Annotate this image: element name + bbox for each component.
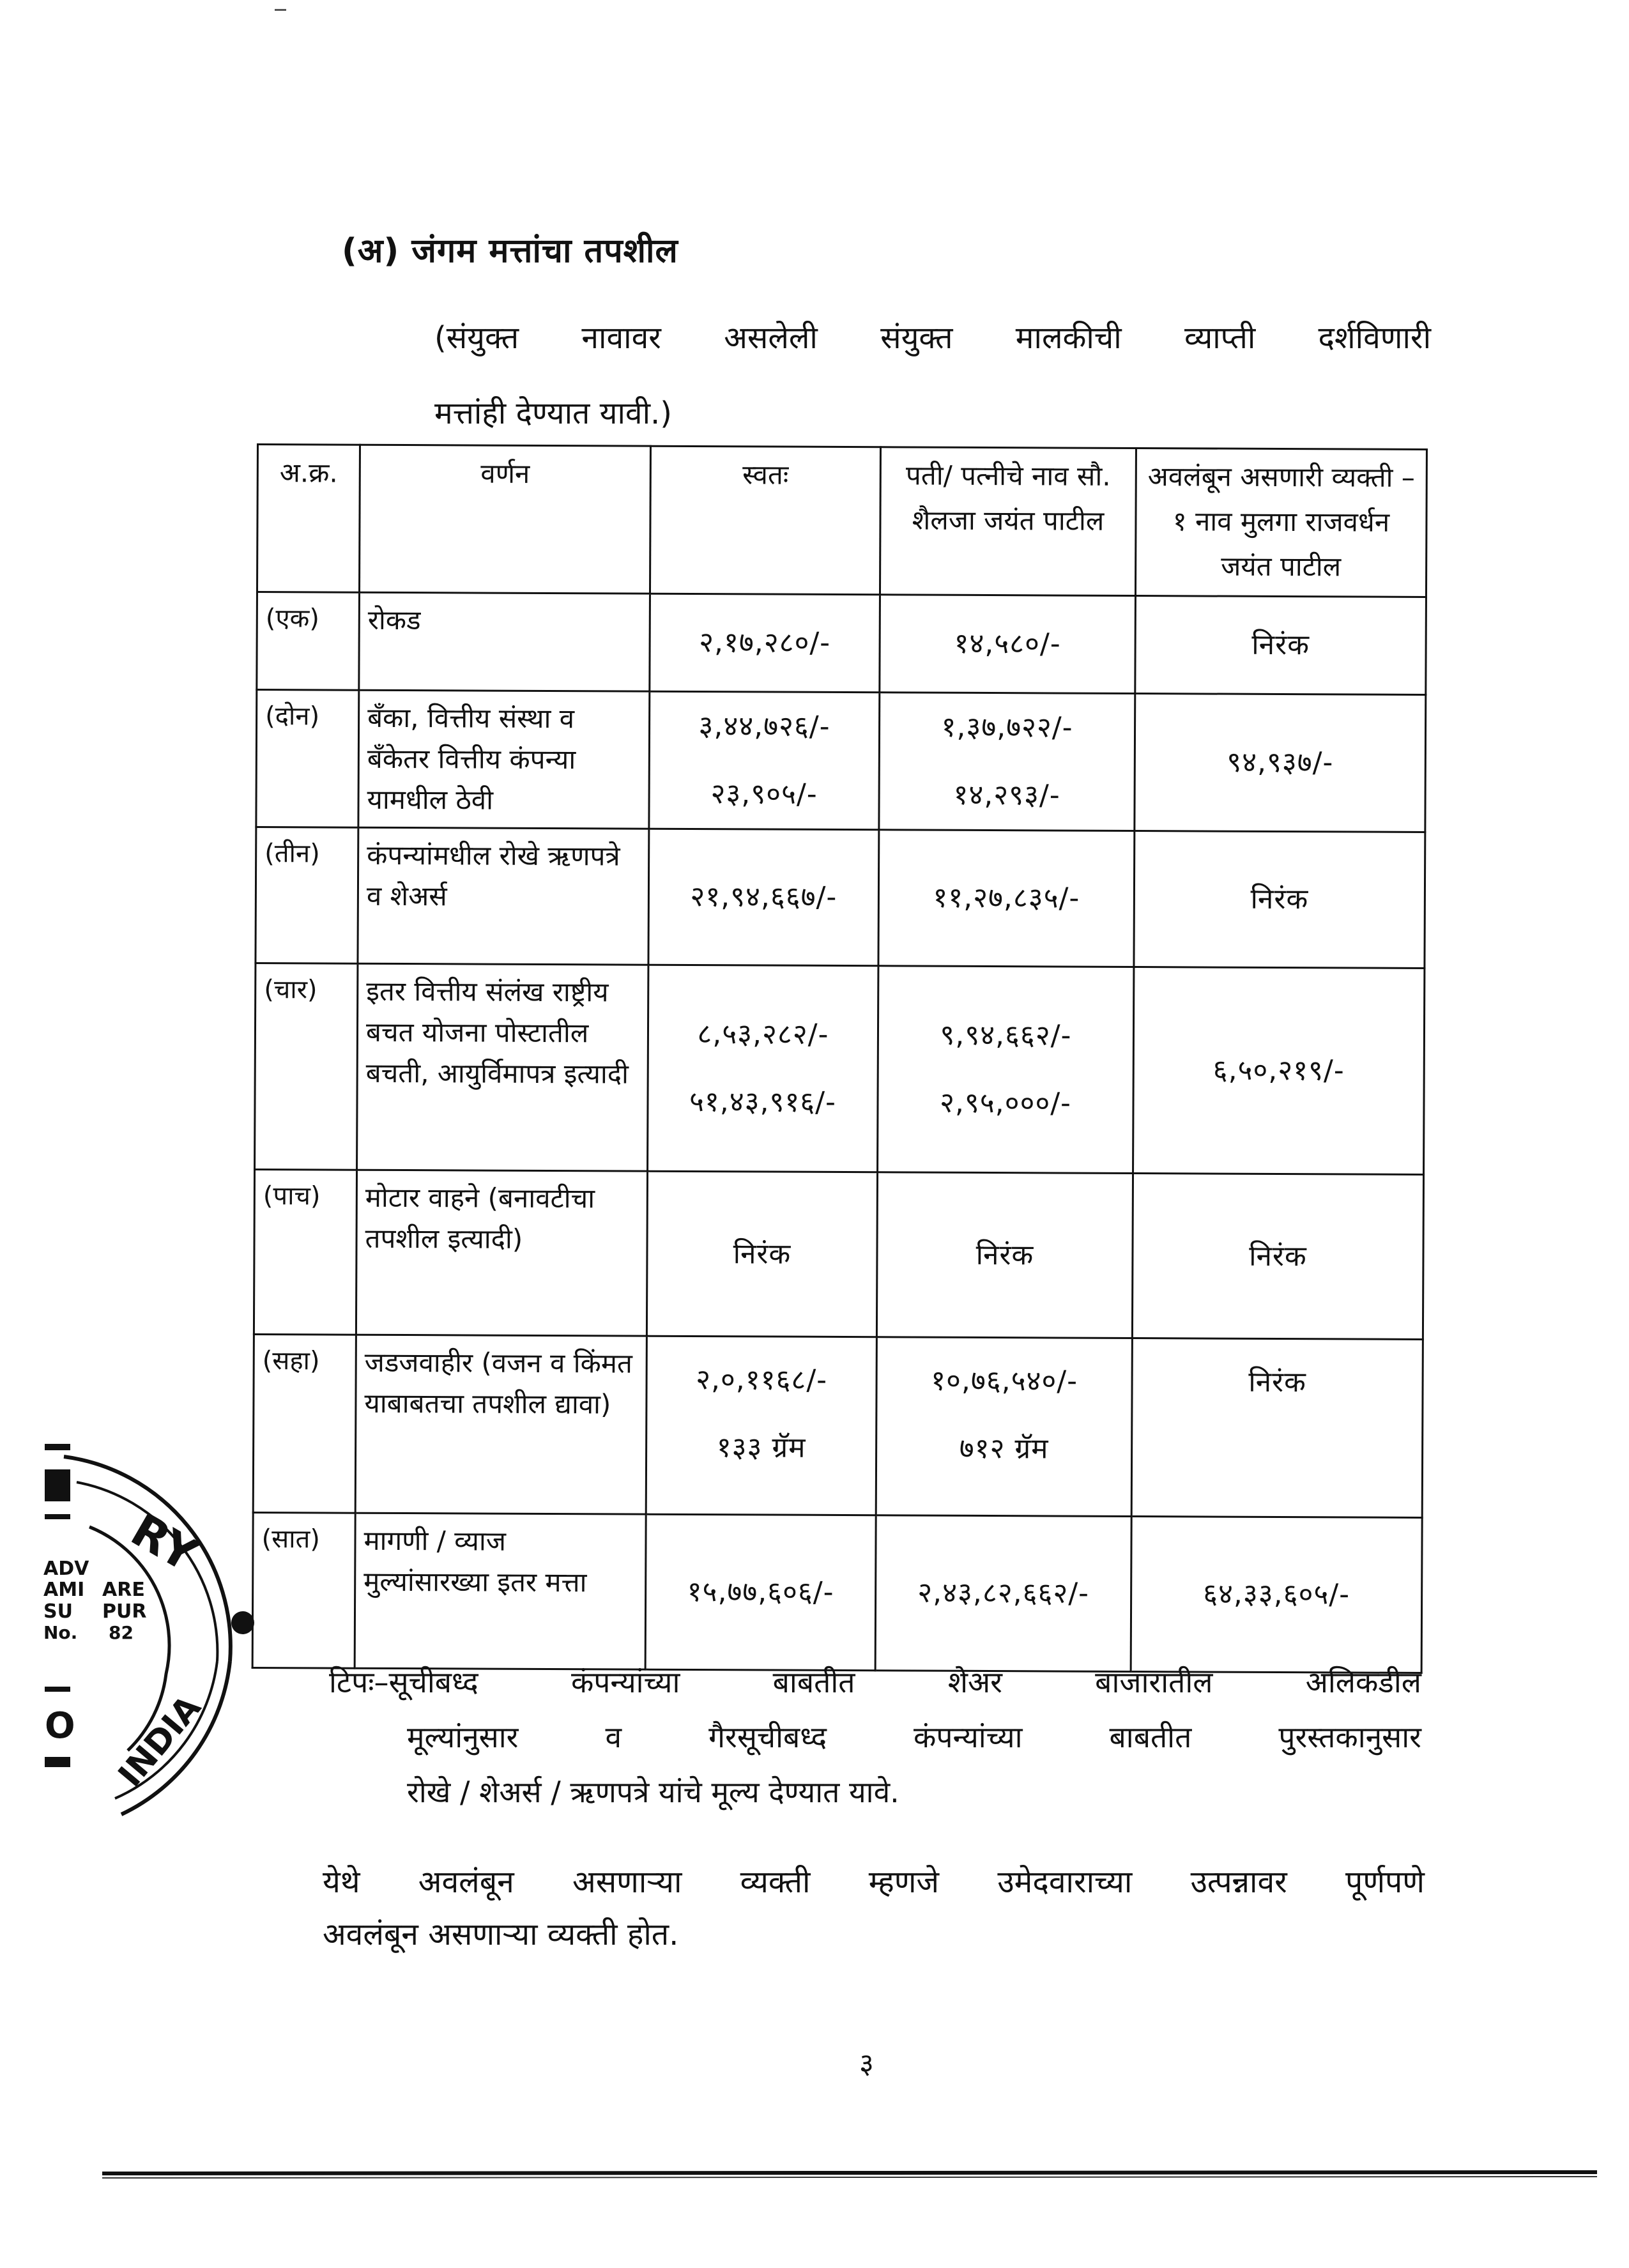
movable-assets-table-wrapper bbox=[252, 443, 1426, 1674]
row-serial: (दोन) bbox=[256, 690, 359, 828]
amount-value: निरंक bbox=[1250, 882, 1309, 916]
stamp-inner-ring bbox=[115, 1661, 217, 1798]
stamp-strip-mark bbox=[45, 1469, 70, 1501]
table-row bbox=[256, 690, 1426, 832]
stamp-dot bbox=[231, 1611, 254, 1634]
value-spacer bbox=[655, 1400, 868, 1429]
scan-mark bbox=[275, 9, 286, 11]
stamp-strip-mark bbox=[45, 1514, 70, 1519]
row-value-self bbox=[646, 1336, 876, 1515]
header-dependent: अवलंबून असणारी व्यक्ती –१ नाव मुलगा राजवर्धन जयंत पाटील bbox=[1135, 448, 1426, 597]
stamp-strip-mark bbox=[45, 1757, 70, 1767]
row-value-spouse bbox=[876, 1172, 1133, 1338]
amount-value: ९४,९३७/- bbox=[1227, 746, 1334, 779]
row-serial: (तीन) bbox=[256, 827, 358, 964]
value-spacer bbox=[658, 746, 871, 775]
row-serial: (सहा) bbox=[253, 1334, 356, 1513]
row-value-spouse bbox=[880, 595, 1136, 694]
row-description: इतर वित्तीय संलंख राष्ट्रीय बचत योजना पोस्टातील बचती, आयुर्विमापत्र इत्यादी bbox=[357, 963, 648, 1171]
value-spacer bbox=[888, 747, 1126, 776]
stamp-arc-top: RY bbox=[122, 1502, 207, 1582]
table-row bbox=[253, 1334, 1423, 1517]
table-row bbox=[252, 1512, 1422, 1673]
row-value-self bbox=[646, 1171, 877, 1337]
row-value-spouse bbox=[875, 1515, 1131, 1672]
row-description: कंपन्यांमधील रोखे ऋणपत्रे व शेअर्स bbox=[358, 827, 649, 965]
amount-value: ३,४४,७२६/- bbox=[698, 710, 830, 743]
table-row bbox=[255, 963, 1425, 1174]
section-title: (अ) जंगम मत्तांचा तपशील bbox=[342, 232, 678, 270]
stamp-center-ring bbox=[89, 1527, 169, 1751]
row-value-self bbox=[649, 691, 880, 830]
amount-value: ७१२ ग्रॅम bbox=[959, 1432, 1049, 1466]
row-description: मागणी / व्याज मुल्यांसारख्या इतर मत्ता bbox=[355, 1513, 646, 1669]
footnote-line: मूल्यांनुसार व गैरसूचीबध्द कंपन्यांच्या बाबतीत पुरस्तकानुसार bbox=[407, 1720, 1421, 1754]
amount-value: ९,९४,६६२/- bbox=[940, 1018, 1072, 1052]
amount-value: २,४३,८२,६६२/- bbox=[917, 1576, 1090, 1610]
row-value-self bbox=[650, 594, 880, 693]
table-body bbox=[252, 592, 1426, 1673]
row-value-spouse bbox=[876, 1337, 1132, 1517]
intro-line: (संयुक्त नावावर असलेली संयुक्त मालकीची व्याप्ती दर्शविणारी bbox=[434, 320, 1431, 356]
amount-value: निरंक bbox=[733, 1237, 792, 1271]
table-footnote bbox=[329, 1655, 1421, 1820]
dependent-line: येथे अवलंबून असणाऱ्या व्यक्ती म्हणजे उमेदवाराच्या उत्पन्नावर पूर्णपणे bbox=[323, 1864, 1425, 1900]
amount-value: निरंक bbox=[975, 1238, 1034, 1271]
table-row bbox=[254, 1169, 1423, 1339]
section-intro bbox=[434, 300, 1431, 451]
amount-value: निरंक bbox=[1251, 628, 1310, 662]
amount-value: २३,९०५/- bbox=[710, 778, 818, 811]
row-value-dependent bbox=[1131, 1338, 1423, 1517]
stamp-inner-text: SU bbox=[43, 1600, 73, 1623]
stamp-arc-bottom: INDIA bbox=[111, 1688, 209, 1795]
header-self: स्वतः bbox=[650, 446, 880, 595]
table-row bbox=[257, 592, 1426, 695]
stamp-inner-text: ARE bbox=[102, 1579, 145, 1601]
value-spacer bbox=[885, 1400, 1123, 1430]
stamp-strip-letter: O bbox=[45, 1705, 75, 1747]
row-value-dependent bbox=[1132, 1173, 1423, 1339]
amount-value: २,०,११६८/- bbox=[696, 1363, 828, 1397]
amount-value: ५१,४३,९१६/- bbox=[689, 1085, 837, 1119]
row-value-dependent bbox=[1133, 967, 1425, 1174]
movable-assets-table bbox=[252, 443, 1428, 1674]
amount-value: १४,५८०/- bbox=[954, 627, 1061, 661]
row-value-dependent bbox=[1135, 694, 1426, 832]
stamp-inner-text: PUR bbox=[102, 1600, 147, 1623]
footnote-line: टिपः–सूचीबध्द कंपन्यांच्या बाबतीत शेअर बाजारातील अलिकडील bbox=[329, 1665, 1421, 1699]
row-serial: (एक) bbox=[257, 592, 360, 691]
amount-value: १०,७६,५४०/- bbox=[931, 1364, 1078, 1398]
row-description: रोकड bbox=[359, 592, 650, 691]
row-value-dependent bbox=[1135, 596, 1426, 695]
value-spacer bbox=[657, 1054, 869, 1083]
amount-value: १५,७७,६०६/- bbox=[687, 1575, 834, 1609]
value-spacer bbox=[887, 1055, 1125, 1084]
header-description: वर्णन bbox=[359, 445, 650, 594]
row-description: मोटार वाहने (बनावटीचा तपशील इत्यादी) bbox=[356, 1170, 647, 1336]
stamp-outer-ring bbox=[64, 1457, 231, 1661]
table-row bbox=[256, 827, 1425, 969]
stamp-inner-text: 82 bbox=[109, 1622, 134, 1643]
table-header-row bbox=[257, 445, 1426, 597]
row-value-spouse bbox=[878, 830, 1135, 967]
amount-value: २१,९४,६६७/- bbox=[690, 880, 837, 914]
dependent-definition bbox=[323, 1856, 1425, 1961]
amount-value: १३३ ग्रॅम bbox=[716, 1431, 806, 1464]
amount-value: ८,५३,२८२/- bbox=[697, 1018, 829, 1051]
stamp-inner-text: AMI bbox=[43, 1579, 85, 1601]
header-serial: अ.क्र. bbox=[257, 445, 360, 593]
amount-value: २,९५,०००/- bbox=[939, 1086, 1072, 1120]
row-value-self bbox=[645, 1514, 876, 1671]
amount-value: ६४,३३,६०५/- bbox=[1203, 1577, 1350, 1611]
page-number: ३ bbox=[859, 2048, 874, 2080]
intro-line: मत्तांही देण्यात यावी.) bbox=[434, 395, 673, 431]
row-value-spouse bbox=[879, 693, 1135, 831]
row-value-dependent bbox=[1134, 831, 1425, 969]
stamp-inner-text: ADV bbox=[43, 1558, 89, 1580]
row-description: बँका, वित्तीय संस्था व बँकेतर वित्तीय कंपन्या यामधील ठेवी bbox=[358, 690, 650, 829]
footer-rule bbox=[102, 2170, 1597, 2175]
row-serial: (पाच) bbox=[254, 1169, 356, 1335]
header-spouse: पती/ पत्नीचे नाव सौ. शैलजा जयंत पाटील bbox=[880, 447, 1136, 596]
amount-value: ११,२७,८३५/- bbox=[933, 881, 1080, 915]
stamp-inner-ring bbox=[77, 1482, 217, 1661]
row-value-self bbox=[648, 965, 878, 1172]
dependent-line: अवलंबून असणाऱ्या व्यक्ती होत. bbox=[323, 1917, 679, 1952]
row-serial: (चार) bbox=[255, 963, 358, 1170]
amount-value: ६,५०,२१९/- bbox=[1212, 1054, 1345, 1087]
stamp-inner-text: No. bbox=[43, 1622, 78, 1643]
stamp-outer-ring bbox=[121, 1661, 230, 1814]
amount-value: निरंक bbox=[1249, 1239, 1307, 1273]
row-serial: (सात) bbox=[252, 1512, 355, 1668]
row-description: जडजवाहीर (वजन व किंमत याबाबतचा तपशील द्यावा) bbox=[355, 1335, 646, 1514]
amount-value: निरंक bbox=[1248, 1365, 1307, 1399]
row-value-spouse bbox=[878, 966, 1134, 1174]
amount-value: १,३७,७२२/- bbox=[941, 710, 1073, 744]
stamp-strip-mark bbox=[45, 1687, 70, 1692]
row-value-dependent bbox=[1131, 1516, 1422, 1673]
stamp-strip-mark bbox=[45, 1444, 70, 1450]
row-value-self bbox=[648, 829, 879, 966]
amount-value: १४,२९३/- bbox=[953, 778, 1060, 812]
amount-value: २,१७,२८०/- bbox=[699, 626, 831, 659]
footnote-line: रोखे / शेअर्स / ऋणपत्रे यांचे मूल्य देण्यात यावे. bbox=[407, 1775, 899, 1809]
